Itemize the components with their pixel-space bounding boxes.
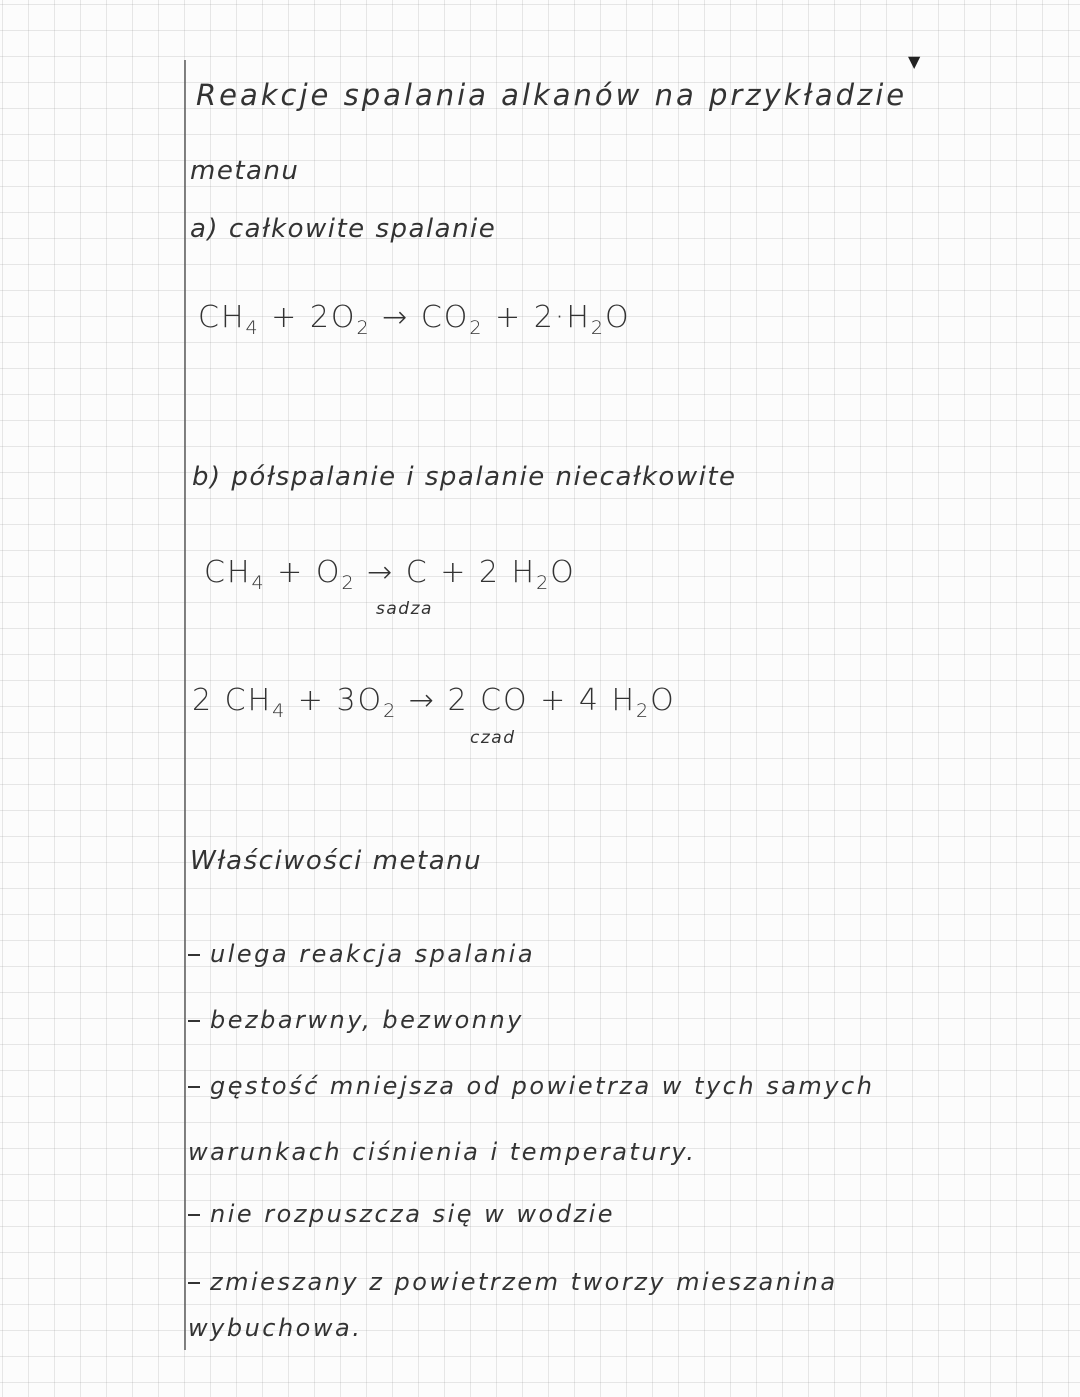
label-carbon-monoxide: czad [470, 728, 516, 748]
corner-mark: ▼ [908, 52, 921, 71]
property-item: nie rozpuszcza się w wodzie [188, 1200, 615, 1228]
section-b-heading: b) półspalanie i spalanie niecałkowite [192, 462, 737, 492]
property-item: gęstość mniejsza od powietrza w tych samych [188, 1072, 874, 1100]
equation-half-combustion: $CH_4 + O_2 \to C + 2$ $H_2O$ [204, 555, 576, 594]
property-item: bezbarwny, bezwonny [188, 1006, 524, 1034]
page-title-continuation: metanu [190, 156, 300, 186]
margin-line [184, 60, 186, 1350]
equation-complete-combustion: $CH_4 + 2O_2 \to CO_2 + 2\cdot H_2O$ [198, 300, 631, 339]
property-item: zmieszany z powietrzem tworzy mieszanina [188, 1268, 838, 1296]
equation-incomplete-combustion: 2 $CH_4 + 3O_2 \to 2$ CO + 4 $H_2O$ [192, 683, 676, 722]
property-item-continuation: warunkach ciśnienia i temperatury. [188, 1138, 697, 1166]
page-title: Reakcje spalania alkanów na przykładzie [196, 78, 908, 112]
property-item: ulega reakcja spalania [188, 940, 535, 968]
label-soot: sadza [376, 599, 433, 619]
property-item-continuation: wybuchowa. [188, 1314, 363, 1342]
dash-marker [188, 1214, 200, 1216]
dash-marker [188, 954, 200, 956]
dash-marker [188, 1086, 200, 1088]
properties-heading: Właściwości metanu [190, 846, 483, 876]
dash-marker [188, 1020, 200, 1022]
dash-marker [188, 1282, 200, 1284]
section-a-heading: a) całkowite spalanie [190, 214, 497, 244]
